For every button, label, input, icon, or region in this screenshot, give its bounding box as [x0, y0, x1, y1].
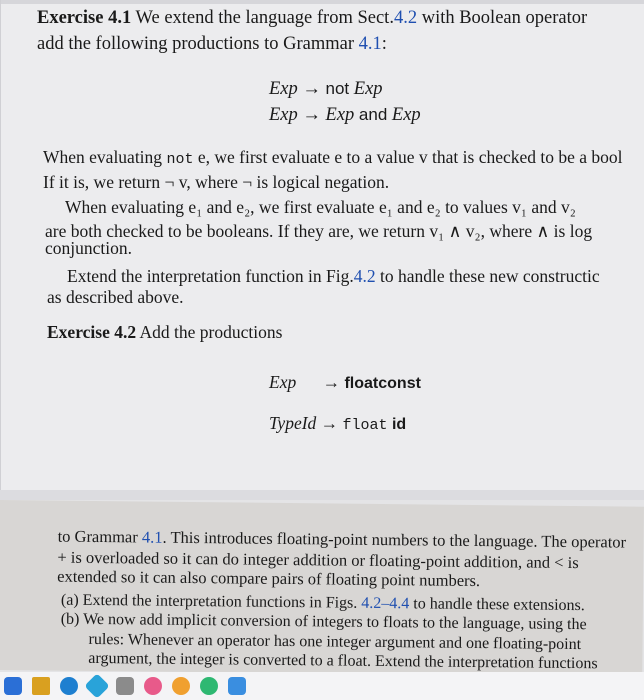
green-app-icon[interactable] — [200, 677, 218, 695]
ex41-intro-line2: add the following productions to Grammar 4.1: — [37, 34, 387, 54]
ex41-intro-ref[interactable]: 4.2 — [393, 8, 418, 28]
ex42-heading-line — [47, 322, 282, 343]
photo-text-b: . This introduces floating-point numbers to the language. The operator — [162, 527, 627, 552]
ex42-float-keyword: float — [342, 417, 388, 434]
app-icon[interactable] — [4, 677, 22, 695]
item-b-text1: We now add implicit conversion of integers to floats to the language, using the — [83, 610, 587, 634]
ex41-title: Exercise 4.1 — [37, 8, 132, 28]
ex42-prod1-lhs: Exp — [269, 372, 297, 392]
prod1-rhs: Exp — [353, 79, 383, 99]
photo-of-page — [0, 500, 644, 677]
ex42-prod2-rhs: id — [391, 416, 407, 433]
arrow: → — [302, 79, 321, 99]
ex42-title: Exercise 4.2 — [47, 322, 137, 342]
ex41-p1-line2: If it is, we return ¬ v, where ¬ is logical negation. — [43, 172, 390, 192]
files-icon[interactable] — [32, 677, 50, 695]
window-icon[interactable] — [116, 677, 134, 695]
arrow-icon[interactable] — [84, 673, 109, 698]
p3-text-b: to handle these new constructic — [380, 266, 600, 286]
ex41-production-2 — [269, 105, 421, 126]
item-a-text1: Extend the interpretation functions in Figs. — [82, 591, 358, 612]
prod2-a: Exp — [325, 105, 355, 125]
taskbar — [0, 672, 644, 700]
prod2-lhs: Exp — [269, 105, 298, 125]
item-a-ref[interactable]: 4.2–4.4 — [361, 594, 410, 613]
ex41-p3-line2: as described above. — [47, 287, 184, 307]
item-a-text2: to handle these extensions. — [413, 595, 585, 615]
ex42-prod2-lhs: TypeId — [269, 413, 317, 433]
photo-line3: extended so it can also compare pairs of floating point numbers. — [57, 566, 481, 591]
prod2-b: Exp — [391, 105, 421, 125]
arrow: → — [322, 372, 341, 392]
prod2-keyword: and — [358, 105, 388, 124]
item-b-label: (b) — [60, 610, 80, 628]
p1-not-keyword: not — [166, 151, 194, 168]
ex42-production-1 — [269, 372, 421, 393]
ex42-intro: Add the productions — [139, 322, 283, 342]
ex41-grammar-ref[interactable]: 4.1 — [358, 34, 382, 54]
ex41-intro3: add the following productions to Grammar — [37, 34, 355, 54]
p1-text-a: When evaluating — [43, 147, 163, 167]
ex41-intro1: We extend the language from Sect. — [135, 8, 394, 28]
ex41-production-1 — [269, 79, 383, 100]
photo-item-b-line3: argument, the integer is converted to a float. Extend the interpretation functions — [88, 649, 598, 673]
item-a-label: (a) — [60, 591, 79, 609]
p3-text-a: Extend the interpretation function in Fig. — [67, 266, 354, 286]
p3-fig-ref[interactable]: 4.2 — [353, 266, 376, 286]
ex41-p2-line3: conjunction. — [45, 238, 132, 258]
ex42-production-2 — [269, 413, 406, 434]
ex41-p2-line2: are both checked to be booleans. If they are, we return v₁ ∧ v₂, where ∧ is log — [45, 221, 593, 241]
prod1-keyword: not — [325, 79, 350, 98]
photo-grammar-ref[interactable]: 4.1 — [141, 527, 163, 547]
ex41-p3-line1 — [67, 266, 600, 287]
arrow: → — [320, 413, 339, 433]
panel-divider — [0, 490, 644, 500]
heart-icon[interactable] — [144, 677, 162, 695]
prod1-lhs: Exp — [269, 79, 298, 99]
browser-icon[interactable] — [60, 677, 78, 695]
photo-text-a: to Grammar — [57, 526, 138, 547]
ex41-heading-line — [37, 8, 587, 29]
ex42-prod1-rhs: floatconst — [344, 375, 421, 392]
p1-text-b: e, we first evaluate e to a value v that is checked to be a bool — [197, 147, 623, 167]
blue-app-icon[interactable] — [228, 677, 246, 695]
arrow: → — [302, 105, 321, 125]
ex41-intro2: with Boolean operator — [421, 8, 588, 28]
panel-top-edge — [1, 0, 644, 4]
ex41-p1-line1 — [43, 147, 623, 168]
ex41-p2-line1: When evaluating e₁ and e₂, we first evaluate e₁ and e₂ to values v₁ and v₂ — [65, 197, 576, 217]
photo-item-b-line2: rules: Whenever an operator has one integer argument and one floating-point — [88, 630, 582, 654]
photo-line2: + is overloaded so it can do integer addition or floating-point addition, and < is — [57, 547, 579, 573]
circle-icon[interactable] — [172, 677, 190, 695]
